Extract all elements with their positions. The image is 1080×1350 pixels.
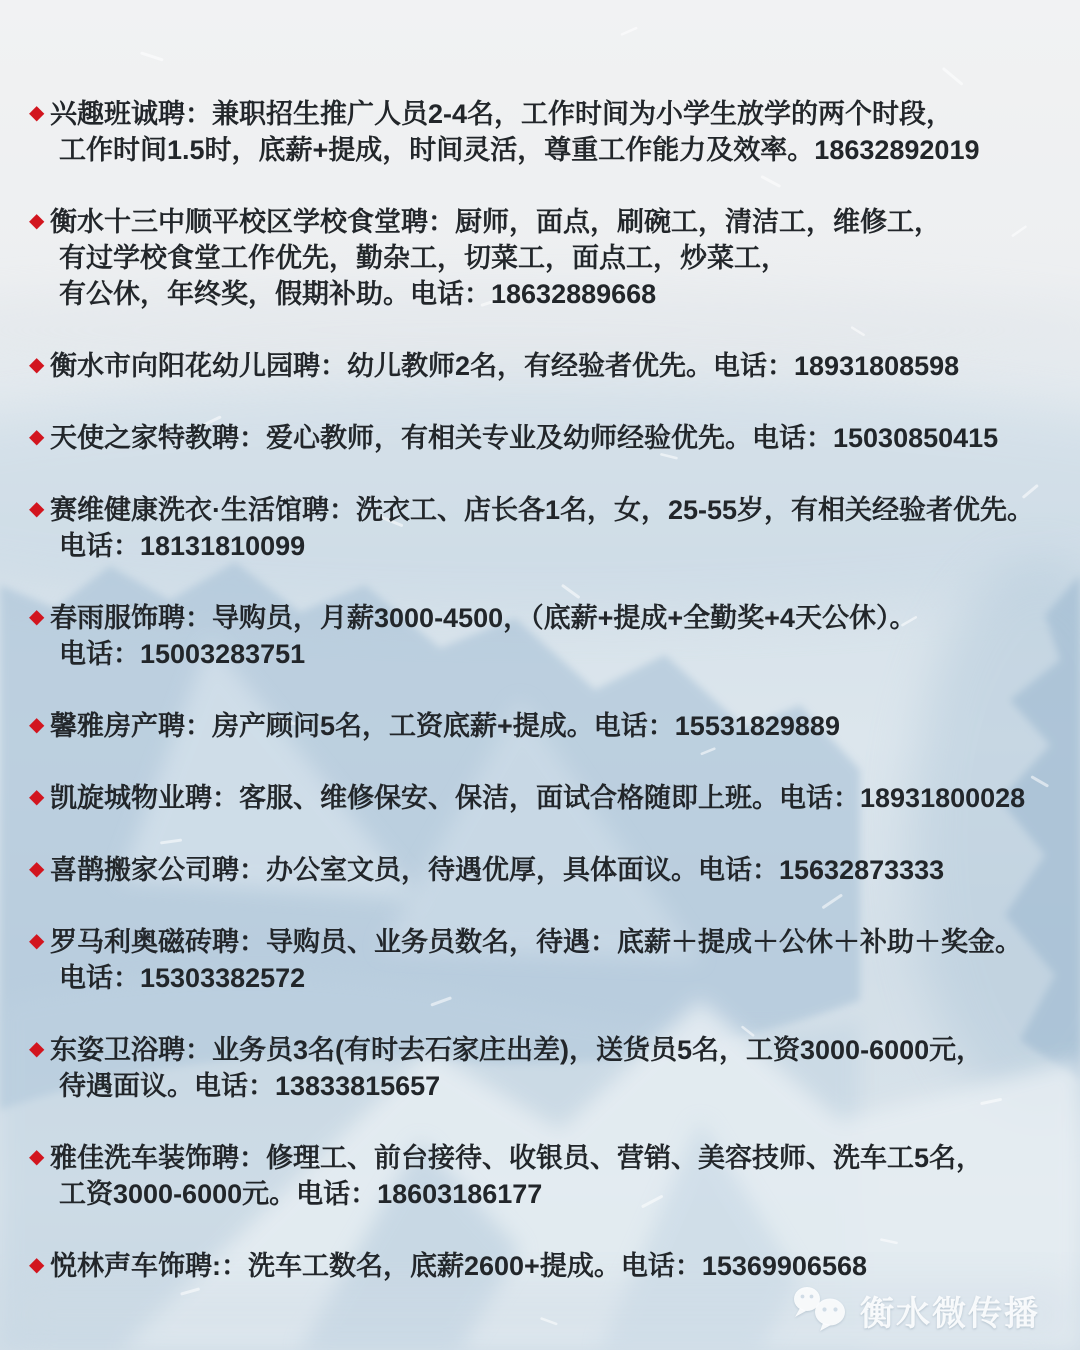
job-listing-6 [0,600,1080,672]
job-listing-11 [0,1032,1080,1104]
listing-line: 有公休，年终奖，假期补助。电话：18632889668 [59,279,657,309]
listing-line: 电话：15003283751 [59,639,306,669]
listing-line: 春雨服饰聘：导购员，月薪3000-4500，（底薪+提成+全勤奖+4天公休）。 [50,603,917,633]
listing-line: 工资3000-6000元。电话：18603186177 [59,1179,543,1209]
listing-line: 凯旋城物业聘：客服、维修保安、保洁，面试合格随即上班。电话：18931800028 [50,783,1026,813]
listing-line: 衡水十三中顺平校区学校食堂聘：厨师，面点，刷碗工，清洁工，维修工， [50,207,941,237]
watermark-text: 衡水微传播 [860,1294,1040,1333]
diamond-bullet-icon: ◆ [29,930,45,952]
job-listing-13 [0,1248,1080,1284]
listing-line: 待遇面议。电话：13833815657 [59,1071,441,1101]
diamond-bullet-icon: ◆ [29,1254,45,1276]
listing-line: 雅佳洗车装饰聘：修理工、前台接待、收银员、营销、美容技师、洗车工5名， [50,1143,984,1173]
job-listing-8 [0,780,1080,816]
diamond-bullet-icon: ◆ [29,102,45,124]
diamond-bullet-icon: ◆ [29,498,45,520]
wechat-icon [790,1284,852,1336]
diamond-bullet-icon: ◆ [29,210,45,232]
listing-line: 悦林声车饰聘:：洗车工数名，底薪2600+提成。电话：15369906568 [50,1251,867,1281]
job-listing-7 [0,708,1080,744]
listing-line: 东姿卫浴聘：业务员3名(有时去石家庄出差)，送货员5名，工资3000-6000元， [50,1035,984,1065]
job-listing-9 [0,852,1080,888]
job-listing-12 [0,1140,1080,1212]
diamond-bullet-icon: ◆ [29,1146,45,1168]
diamond-bullet-icon: ◆ [29,606,45,628]
listing-line: 衡水市向阳花幼儿园聘：幼儿教师2名，有经验者优先。电话：18931808598 [50,351,960,381]
listing-line: 兴趣班诚聘：兼职招生推广人员2-4名，工作时间为小学生放学的两个时段， [50,99,954,129]
job-listing-4 [0,420,1080,456]
listing-line: 馨雅房产聘：房产顾问5名，工资底薪+提成。电话：15531829889 [50,711,840,741]
diamond-bullet-icon: ◆ [29,426,45,448]
listing-line: 电话：15303382572 [59,963,306,993]
listing-line: 有过学校食堂工作优先，勤杂工，切菜工，面点工，炒菜工， [59,243,788,273]
listing-line: 工作时间1.5时，底薪+提成，时间灵活，尊重工作能力及效率。18632892019 [59,135,980,165]
job-listing-10 [0,924,1080,996]
brand-watermark [790,1284,1040,1336]
job-listing-1 [0,96,1080,168]
diamond-bullet-icon: ◆ [29,858,45,880]
listing-line: 电话：18131810099 [59,531,306,561]
diamond-bullet-icon: ◆ [29,354,45,376]
diamond-bullet-icon: ◆ [29,786,45,808]
diamond-bullet-icon: ◆ [29,1038,45,1060]
job-listing-5 [0,492,1080,564]
listing-line: 天使之家特教聘：爱心教师，有相关专业及幼师经验优先。电话：15030850415 [50,423,999,453]
listing-line: 赛维健康洗衣·生活馆聘：洗衣工、店长各1名，女，25-55岁，有相关经验者优先。 [50,495,1035,525]
listing-line: 喜鹊搬家公司聘：办公室文员，待遇优厚，具体面议。电话：15632873333 [50,855,945,885]
diamond-bullet-icon: ◆ [29,714,45,736]
listing-line: 罗马利奥磁砖聘：导购员、业务员数名，待遇：底薪＋提成＋公休＋补助＋奖金。 [50,927,1022,957]
job-listing-2 [0,204,1080,312]
job-listing-3 [0,348,1080,384]
